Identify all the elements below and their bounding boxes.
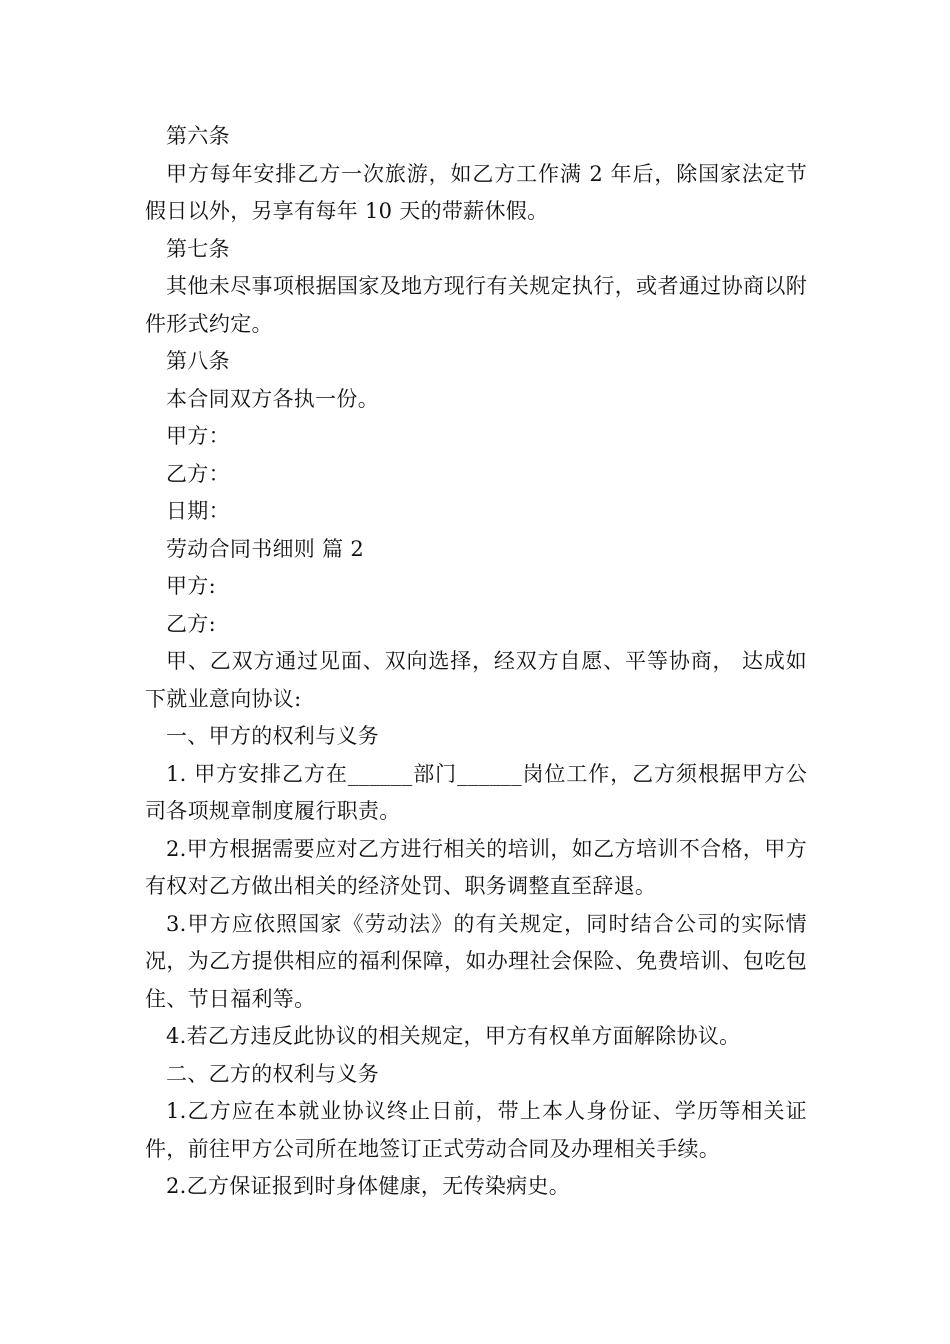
party-a-line: 甲方: — [166, 574, 216, 598]
party-a-clause-3: 3.甲方应依照国家《劳动法》的有关规定，同时结合公司的实际情况，为乙方提供相应的福利保障，如办理社会保险、免费培训、包吃包住、节日福利等。 — [145, 911, 807, 1011]
party-b-rights-heading: 二、乙方的权利与义务 — [166, 1061, 379, 1086]
party-b-clause-1: 1.乙方应在本就业协议终止日前，带上本人身份证、学历等相关证件，前往甲方公司所在地签订正式劳动合同及办理相关手续。 — [145, 1099, 807, 1161]
article-8-heading: 第八条 — [166, 349, 230, 373]
party-a-clause-1: 1. 甲方安排乙方在______部门______岗位工作，乙方须根据甲方公司各项规章制度履行职责。 — [145, 761, 807, 823]
party-b-line: 乙方: — [166, 611, 216, 636]
party-a-signature-line: 甲方： — [166, 424, 230, 448]
agreement-intro: 甲、乙双方通过见面、双向选择，经双方自愿、平等协商， 达成如下就业意向协议: — [145, 649, 807, 711]
party-a-clause-2: 2.甲方根据需要应对乙方进行相关的培训，如乙方培训不合格，甲方有权对乙方做出相关的经济处罚、职务调整直至辞退。 — [145, 836, 807, 898]
party-a-rights-heading: 一、甲方的权利与义务 — [166, 724, 379, 748]
article-7-text: 其他未尽事项根据国家及地方现行有关规定执行，或者通过协商以附件形式约定。 — [145, 274, 807, 336]
party-a-clause-4: 4.若乙方违反此协议的相关规定，甲方有权单方面解除协议。 — [166, 1024, 741, 1048]
party-b-signature-line: 乙方： — [166, 461, 230, 486]
article-8-text: 本合同双方各执一份。 — [166, 386, 379, 411]
section-title: 劳动合同书细则 篇 2 — [166, 536, 365, 561]
party-b-clause-2: 2.乙方保证报到时身体健康，无传染病史。 — [166, 1174, 571, 1198]
article-6-heading: 第六条 — [166, 124, 230, 148]
document-body — [145, 118, 807, 1206]
article-7-heading: 第七条 — [166, 236, 230, 261]
article-6-text: 甲方每年安排乙方一次旅游，如乙方工作满 2 年后，除国家法定节假日以外，另享有每年 10 天的带薪休假。 — [145, 161, 807, 223]
date-line: 日期： — [166, 499, 230, 523]
